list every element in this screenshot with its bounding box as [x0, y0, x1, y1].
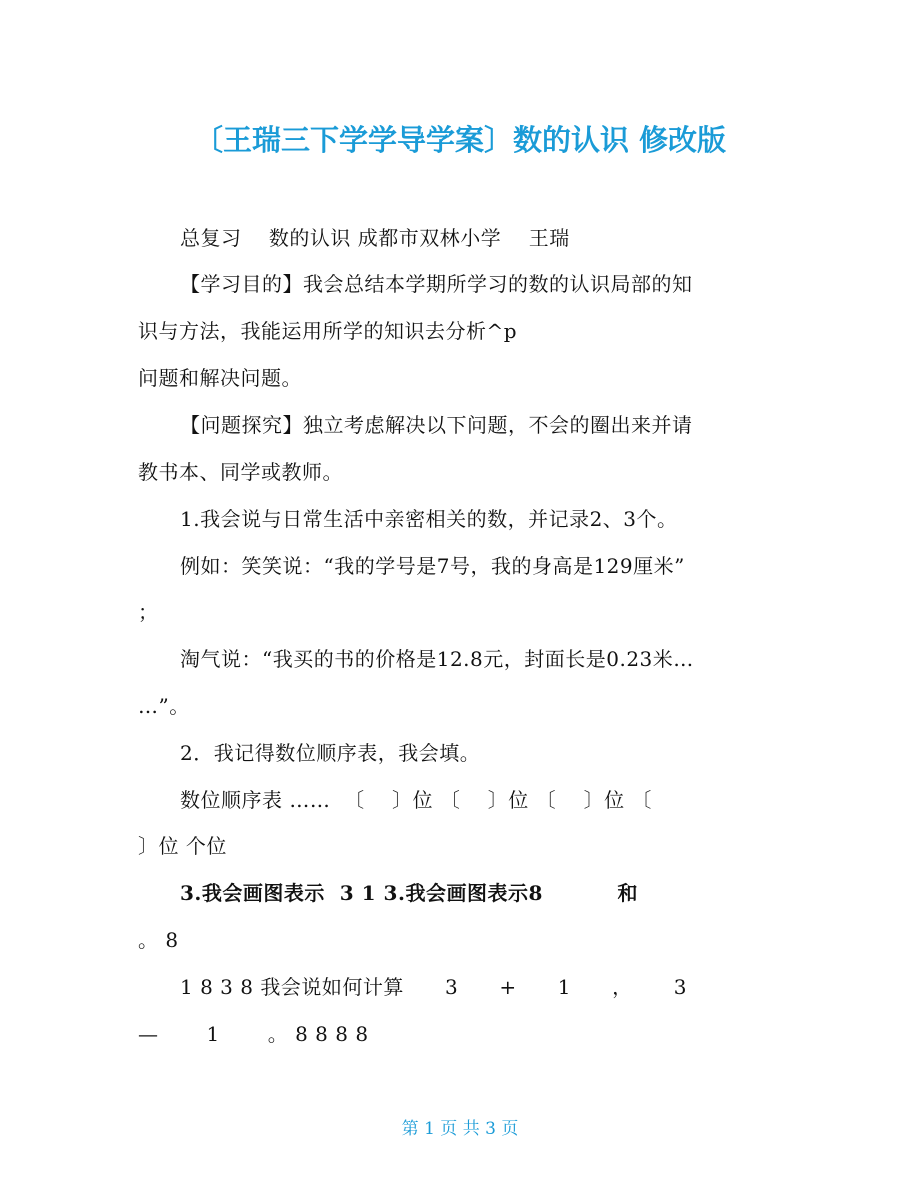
calculation-line-2: — 1 。 8 8 8 8 [138, 1022, 369, 1046]
question-2-line: 2．我记得数位顺序表，我会填。 [180, 741, 481, 765]
place-value-table-line-1: 数位顺序表 …… 〔 〕位 〔 〕位 〔 〕位 〔 [180, 788, 652, 812]
calculation-line-1: 1 8 3 8 我会说如何计算 3 + 1 ， 3 [180, 975, 687, 999]
problem-inquiry-line-2: 教书本、同学或教师。 [138, 460, 343, 484]
problem-inquiry-line-1: 【问题探究】独立考虑解决以下问题，不会的圈出来并请 [180, 413, 693, 437]
question-3-line-2: 。 8 [138, 928, 179, 952]
learning-goal-line-1: 【学习目的】我会总结本学期所学习的数的认识局部的知 [180, 272, 693, 296]
learning-goal-line-3: 问题和解决问题。 [138, 366, 302, 390]
document-title: 〔王瑞三下学学导学案〕数的认识 修改版 [193, 123, 727, 157]
question-3-line: 3.我会画图表示 3 1 3.我会画图表示8 和 [180, 881, 638, 905]
question-1-line: 1.我会说与日常生活中亲密相关的数，并记录2、3个。 [180, 507, 678, 531]
author-line: 总复习 数的认识 成都市双林小学 王瑞 [180, 226, 570, 250]
example-line-1: 例如：笑笑说：“我的学号是7号，我的身高是129厘米” [180, 554, 685, 578]
example-line-4: …”。 [138, 694, 190, 718]
learning-goal-line-2: 识与方法，我能运用所学的知识去分析^p [138, 319, 518, 343]
page-number-footer: 第 1 页 共 3 页 [401, 1119, 519, 1139]
example-line-2: ； [138, 600, 159, 624]
example-line-3: 淘气说：“我买的书的价格是12.8元，封面长是0.23米… [180, 647, 694, 671]
place-value-table-line-2: 〕位 个位 [138, 834, 227, 858]
